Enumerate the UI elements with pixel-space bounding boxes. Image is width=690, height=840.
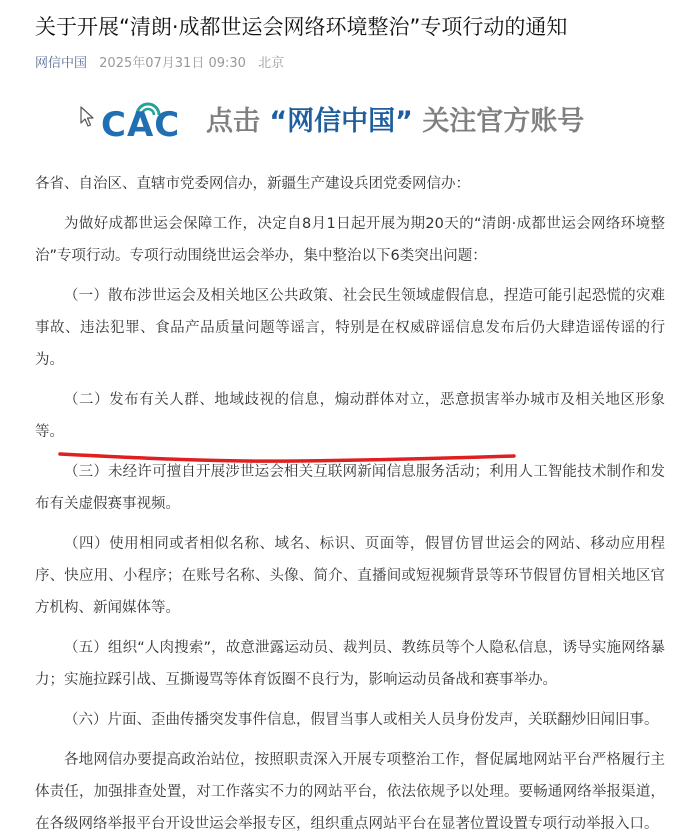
slogan-highlight: “网信中国” [269,106,413,137]
article-body [35,168,665,840]
red-underline-annotation [58,448,518,468]
article-datetime: 2025年07月31日 09:30 [99,56,246,71]
item-3-paragraph: （三）未经许可擅自开展涉世运会相关互联网新闻信息服务活动；利用人工智能技术制作和发布有关虚假赛事视频。 [35,464,665,512]
article-meta [35,54,284,74]
item-1-paragraph: （一）散布涉世运会及相关地区公共政策、社会民生领域虚假信息，捏造可能引起恐慌的灾难事故、违法犯罪、食品产品质量问题等谣言，特别是在权威辟谣信息发布后仍大肆造谣传谣的行为。 [35,288,665,368]
slogan-prefix: 点击 [206,106,260,137]
logo-text: CAC [101,105,181,145]
slogan-suffix: 关注官方账号 [422,106,585,137]
item-6-paragraph: （六）片面、歪曲传播突发事件信息，假冒当事人或相关人员身份发声，关联翻炒旧闻旧事。 [64,712,659,728]
item-2-paragraph: （二）发布有关人群、地域歧视的信息，煽动群体对立，恶意损害举办城市及相关地区形象等。 [35,392,665,440]
salutation-paragraph: 各省、自治区、直辖市党委网信办，新疆生产建设兵团党委网信办： [35,176,470,192]
cac-logo [101,101,185,143]
banner-slogan [206,102,584,142]
article-title: 关于开展“清朗·成都世运会网络环境整治”专项行动的通知 [35,15,568,39]
article-source-link[interactable]: 网信中国 [35,56,88,71]
article-location: 北京 [258,56,285,71]
intro-paragraph: 为做好成都世运会保障工作，决定自8月1日起开展为期20天的“清朗·成都世运会网络环境整治”专项行动。专项行动围绕世运会举办，集中整治以下6类突出问题： [35,216,665,264]
item-5-paragraph: （五）组织“人肉搜索”，故意泄露运动员、裁判员、教练员等个人隐私信息，诱导实施网络暴力；实施拉踩引战、互撕谩骂等体育饭圈不良行为，影响运动员备战和赛事举办。 [35,640,665,688]
closing-paragraph: 各地网信办要提高政治站位，按照职责深入开展专项整治工作，督促属地网站平台严格履行主体责任，加强排查处置，对工作落实不力的网站平台，依法依规予以处理。要畅通网络举报渠道，在各级网络举报平台开设世运会举报专区，组织重点网站平台在显著位置设置专项行动举报入口。 [35,752,665,832]
item-4-paragraph: （四）使用相同或者相似名称、域名、标识、页面等，假冒仿冒世运会的网站、移动应用程序、快应用、小程序；在账号名称、头像、简介、直播间或短视频背景等环节假冒仿冒相关地区官方机构、新闻媒体等。 [35,536,665,616]
mouse-cursor-icon [80,106,96,128]
